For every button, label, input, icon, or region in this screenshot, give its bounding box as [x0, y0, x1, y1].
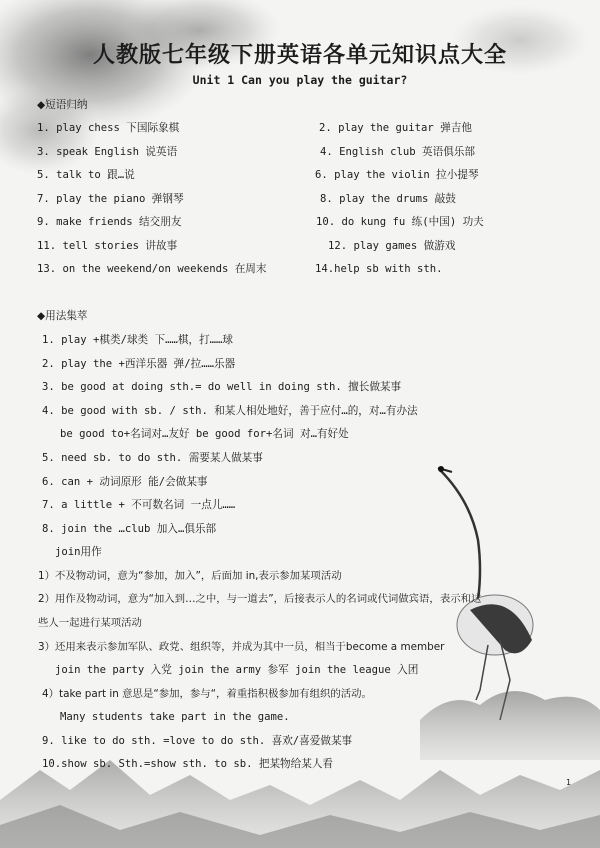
phrase-item: 13. on the weekend/on weekends 在周末 [37, 263, 267, 275]
phrase-item: 14.help sb with sth. [315, 263, 443, 275]
phrase-item: 1. play chess 下国际象棋 [37, 122, 180, 134]
usage-line: 3）还用来表示参加军队、政党、组织等，并成为其中一员，相当于become a member [38, 641, 445, 653]
phrase-item: 10. do kung fu 练(中国) 功夫 [316, 216, 484, 228]
usage-line: 3. be good at doing sth.= do well in doing sth. 擅长做某事 [42, 381, 402, 393]
phrase-item: 4. English club 英语俱乐部 [320, 146, 476, 158]
document-title: 人教版七年级下册英语各单元知识点大全 [92, 42, 507, 68]
usage-line: 2. play the +西洋乐器 弹/拉……乐器 [42, 358, 236, 370]
usage-line: 10.show sb. Sth.=show sth. to sb. 把某物给某人看 [42, 758, 334, 770]
usage-line: join用作 [55, 546, 102, 558]
phrase-item: 7. play the piano 弹钢琴 [37, 193, 184, 205]
phrase-item: 9. make friends 结交朋友 [37, 216, 182, 228]
usage-line: join the party 入党 join the army 参军 join the league 入团 [55, 664, 419, 676]
phrase-item: 3. speak English 说英语 [37, 146, 178, 158]
phrase-item: 5. talk to 跟…说 [37, 169, 135, 181]
usage-line: 1）不及物动词，意为“参加，加入”，后面加 in,表示参加某项活动 [38, 570, 342, 582]
phrase-item: 11. tell stories 讲故事 [37, 240, 178, 252]
rock-formation [420, 691, 600, 760]
usage-line: 9. like to do sth. =love to do sth. 喜欢/喜爱做某事 [42, 735, 353, 747]
page-number: 1 [566, 778, 572, 787]
usage-line: 5. need sb. to do sth. 需要某人做某事 [42, 452, 263, 464]
usage-line: Many students take part in the game. [60, 711, 290, 723]
usage-line: 些人一起进行某项活动 [38, 617, 142, 629]
usage-line: 2）用作及物动词，意为“加入到…之中，与一道去”，后接表示人的名词或代词做宾语，表示和这 [38, 593, 482, 605]
phrase-item: 12. play games 做游戏 [328, 240, 456, 252]
usage-line: 1. play +棋类/球类 下……棋，打……球 [42, 334, 234, 346]
phrase-item: 2. play the guitar 弹吉他 [319, 122, 472, 134]
phrases-heading: ◆短语归纳 [37, 99, 88, 111]
usage-line: be good to+名词对…友好 be good for+名词 对…有好处 [60, 428, 349, 440]
usage-line: 4. be good with sb. / sth. 和某人相处地好，善于应付…的，对…有办法 [42, 405, 418, 417]
usage-line: 6. can + 动词原形 能/会做某事 [42, 476, 208, 488]
usage-line: 7. a little + 不可数名词 一点儿…… [42, 499, 236, 511]
phrase-item: 8. play the drums 敲鼓 [320, 193, 456, 205]
usage-heading: ◆用法集萃 [37, 310, 88, 322]
usage-line: 4）take part in 意思是“参加，参与“，着重指积极参加有组织的活动。 [42, 688, 372, 700]
unit-subtitle: Unit 1 Can you play the guitar? [192, 73, 408, 87]
phrase-item: 6. play the violin 拉小提琴 [315, 169, 479, 181]
usage-line: 8. join the …club 加入…俱乐部 [42, 523, 217, 535]
